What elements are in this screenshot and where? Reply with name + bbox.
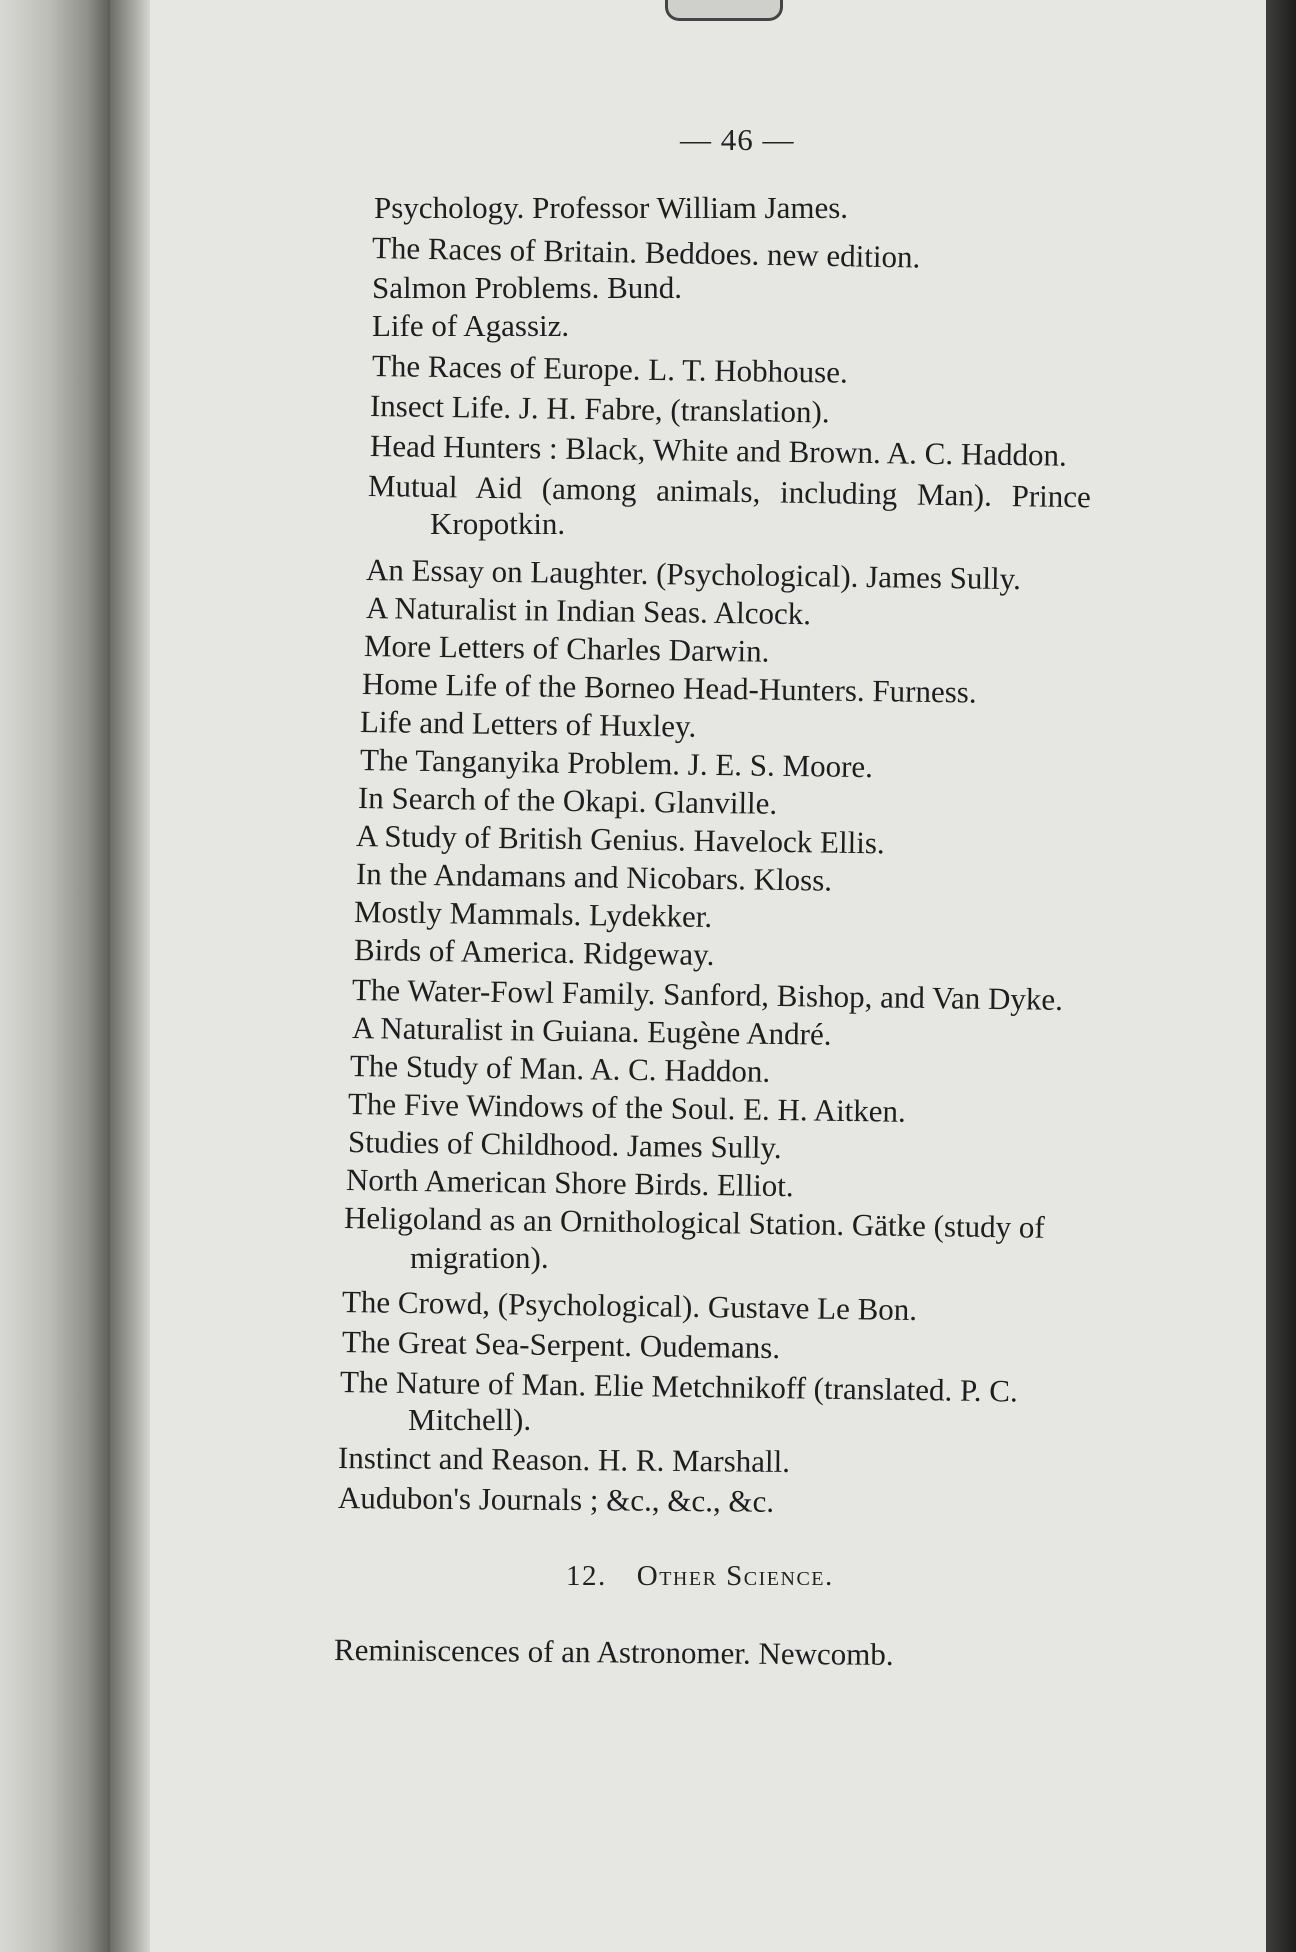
list-item: Audubon's Journals ; &c., &c., &c. [337,1480,775,1519]
section-number: 12. [566,1560,607,1592]
section-heading [566,1560,834,1593]
list-item: The Five Windows of the Soul. E. H. Aitken. [347,1086,907,1129]
list-item: The Races of Europe. L. T. Hobhouse. [371,348,848,390]
list-item: The Water-Fowl Family. Sanford, Bishop, and Van Dyke. [351,972,1064,1017]
list-item-continuation: Kropotkin. [430,506,566,541]
list-item: Life and Letters of Huxley. [359,704,697,744]
section-title: Other Science. [636,1560,834,1592]
list-item: Mostly Mammals. Lydekker. [353,894,713,934]
list-item: The Tanganyika Problem. J. E. S. Moore. [359,742,874,785]
list-item: Heligoland as an Ornithological Station. Gätke (study of [343,1200,1045,1245]
list-item-continuation: migration). [410,1240,549,1275]
list-item: In Search of the Okapi. Glanville. [357,780,778,821]
list-item: Salmon Problems. Bund. [372,270,683,305]
list-item: The Races of Britain. Beddoes. new edition. [371,230,921,275]
list-item: Psychology. Professor William James. [374,190,849,225]
list-item: Studies of Childhood. James Sully. [347,1124,782,1166]
list-item: The Crowd, (Psychological). Gustave Le Bon. [341,1284,918,1328]
page-number: — 46 — [680,122,795,157]
list-item: Life of Agassiz. [372,308,570,343]
binding-clip [665,0,783,21]
list-item: An Essay on Laughter. (Psychological). James Sully. [365,552,1022,597]
list-item: Head Hunters : Black, White and Brown. A. C. Haddon. [369,428,1067,473]
list-item: Birds of America. Ridgeway. [353,932,715,973]
list-item: In the Andamans and Nicobars. Kloss. [355,856,833,898]
list-item: Mutual Aid (among animals, including Man). Prince [367,468,1092,515]
list-item: Insect Life. J. H. Fabre, (translation). [369,388,830,430]
list-item: Reminiscences of an Astronomer. Newcomb. [333,1632,894,1672]
list-item: More Letters of Charles Darwin. [363,628,770,669]
gutter-shadow [110,0,150,1952]
list-item: A Naturalist in Indian Seas. Alcock. [365,590,812,632]
left-book-edge [0,0,110,1952]
list-item: The Great Sea-Serpent. Oudemans. [341,1324,781,1366]
list-item: The Nature of Man. Elie Metchnikoff (translated. P. C. [339,1364,1018,1409]
right-dark-edge [1266,0,1296,1952]
list-item: Home Life of the Borneo Head-Hunters. Furness. [361,666,977,710]
list-item: A Naturalist in Guiana. Eugène André. [351,1010,832,1052]
list-item: A Study of British Genius. Havelock Ellis. [355,818,885,861]
list-item: North American Shore Birds. Elliot. [345,1162,794,1204]
list-item: The Study of Man. A. C. Haddon. [349,1048,771,1089]
list-item-continuation: Mitchell). [408,1402,532,1437]
list-item: Instinct and Reason. H. R. Marshall. [337,1440,791,1479]
